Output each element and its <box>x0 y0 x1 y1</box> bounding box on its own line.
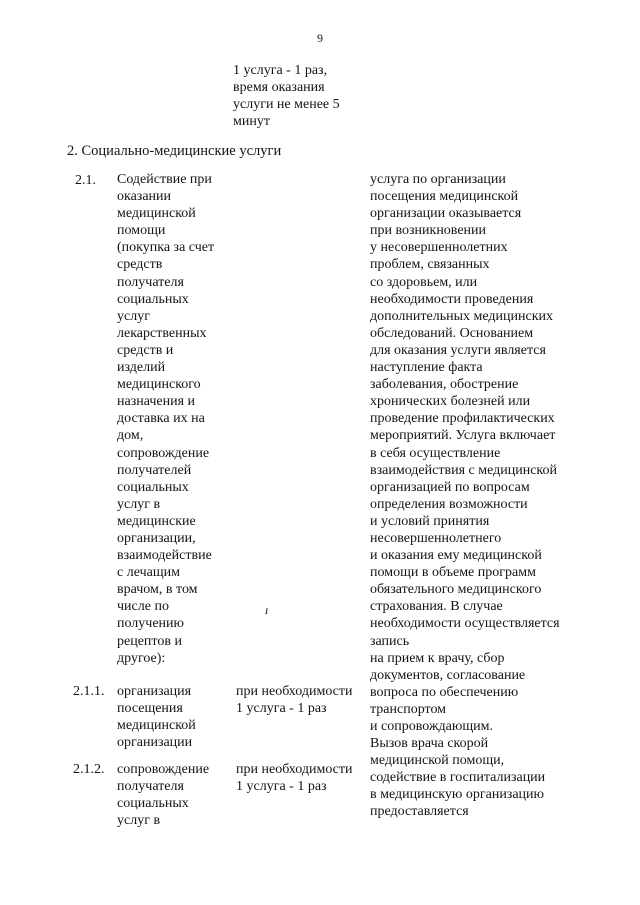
service-name <box>117 683 196 751</box>
text-line: вопроса по обеспечению <box>370 684 519 700</box>
text-line: для оказания услуги является <box>370 342 546 358</box>
text-line: обязательного медицинского <box>370 582 542 598</box>
text-line: проблем, связанных <box>370 257 490 273</box>
text-line: и условий принятия <box>370 513 490 529</box>
text-line: организации <box>117 735 193 751</box>
text-line: сопровождение <box>117 762 210 777</box>
row-number: 2.1. <box>75 173 96 188</box>
service-name <box>117 761 209 829</box>
text-line: социальных <box>117 291 189 307</box>
text-line: сопровождение <box>117 445 210 461</box>
text-line: проведение профилактических <box>370 411 555 427</box>
row-number: 2.1.1. <box>73 684 105 699</box>
text-line: хронических болезней или <box>370 394 531 410</box>
text-line: и сопровождающим. <box>370 719 493 734</box>
service-name <box>117 171 214 667</box>
text-line: медицинские <box>117 513 196 529</box>
text-line: взаимодействие <box>117 548 212 564</box>
text-line: заболевания, обострение <box>370 377 519 393</box>
text-line: и оказания ему медицинской <box>370 548 542 564</box>
text-line: социальных <box>117 479 189 495</box>
text-line: числе по <box>117 599 169 615</box>
text-line: страхования. В случае <box>370 599 503 615</box>
service-description <box>370 171 560 821</box>
text-line: на прием к врачу, сбор <box>370 650 505 666</box>
text-line: минут <box>233 114 270 130</box>
text-line: получателей <box>117 462 192 478</box>
text-line: транспортом <box>370 701 447 717</box>
text-line: в медицинскую организацию <box>370 787 544 803</box>
text-line: определения возможности <box>370 496 528 512</box>
text-line: наступление факта <box>370 360 483 376</box>
text-line: со здоровьем, или <box>370 274 478 290</box>
text-line: необходимости проведения <box>370 291 534 307</box>
section-heading: 2. Социально-медицинские услуги <box>67 143 282 159</box>
text-line: медицинской помощи, <box>370 753 505 769</box>
text-line: содействие в госпитализации <box>370 770 546 786</box>
text-line: у несовершеннолетних <box>370 240 508 256</box>
row-number: 2.1.2. <box>73 762 105 777</box>
page-number: 9 <box>317 31 323 45</box>
text-line: получателя <box>117 779 184 795</box>
text-line: запись <box>370 633 410 649</box>
text-line: при необходимости <box>236 762 353 777</box>
text-line: медицинской <box>117 206 196 222</box>
stray-mark: ɪ <box>265 603 269 617</box>
text-line: посещения <box>117 701 183 717</box>
text-line: организацией по вопросам <box>370 479 530 495</box>
text-line: документов, согласование <box>370 667 526 683</box>
text-line: рецептов и <box>117 633 182 649</box>
text-line: посещения медицинской <box>370 189 519 205</box>
text-line: услуги не менее 5 <box>233 97 340 113</box>
text-line: время оказания <box>233 80 325 96</box>
text-line: обследований. Основанием <box>370 325 534 341</box>
text-line: Содействие при <box>117 172 212 187</box>
text-line: другое): <box>117 650 166 666</box>
text-line: получению <box>117 616 184 632</box>
text-line: услуг в <box>117 813 161 829</box>
text-line: получателя <box>117 274 184 290</box>
text-line: услуг в <box>117 496 161 512</box>
text-line: Вызов врача скорой <box>370 736 489 752</box>
text-line: организация <box>117 684 192 699</box>
text-line: с лечащим <box>117 565 180 581</box>
text-line: дополнительных медицинских <box>370 308 553 324</box>
text-line: при возникновении <box>370 223 487 239</box>
text-line: 1 услуга - 1 раз, <box>233 63 328 78</box>
text-line: лекарственных <box>117 325 207 341</box>
top-fragment-text <box>233 62 340 130</box>
text-line: мероприятий. Услуга включает <box>370 428 556 444</box>
text-line: помощи в объеме программ <box>370 565 536 581</box>
text-line: дом, <box>117 428 144 444</box>
text-line: несовершеннолетнего <box>370 530 502 546</box>
text-line: (покупка за счет <box>117 240 215 256</box>
text-line: услуга по организации <box>370 172 506 187</box>
text-line: средств и <box>117 342 174 358</box>
text-line: медицинской <box>117 718 196 734</box>
text-line: организации, <box>117 530 196 546</box>
text-line: 1 услуга - 1 раз <box>236 701 327 717</box>
text-line: медицинского <box>117 377 201 393</box>
text-line: доставка их на <box>117 411 205 427</box>
text-line: назначения и <box>117 394 196 410</box>
text-line: в себя осуществление <box>370 445 501 461</box>
text-line: предоставляется <box>370 804 469 820</box>
service-frequency <box>236 761 353 795</box>
text-line: помощи <box>117 223 166 239</box>
text-line: необходимости осуществляется <box>370 616 560 632</box>
text-line: взаимодействия с медицинской <box>370 462 557 478</box>
text-line: врачом, в том <box>117 582 198 598</box>
text-line: социальных <box>117 796 189 812</box>
text-line: оказании <box>117 189 172 205</box>
text-line: организации оказывается <box>370 206 522 222</box>
text-line: услуг <box>117 308 150 324</box>
text-line: при необходимости <box>236 684 353 699</box>
text-line: изделий <box>117 360 166 376</box>
text-line: средств <box>117 257 163 273</box>
service-frequency <box>236 683 353 717</box>
text-line: 1 услуга - 1 раз <box>236 779 327 795</box>
